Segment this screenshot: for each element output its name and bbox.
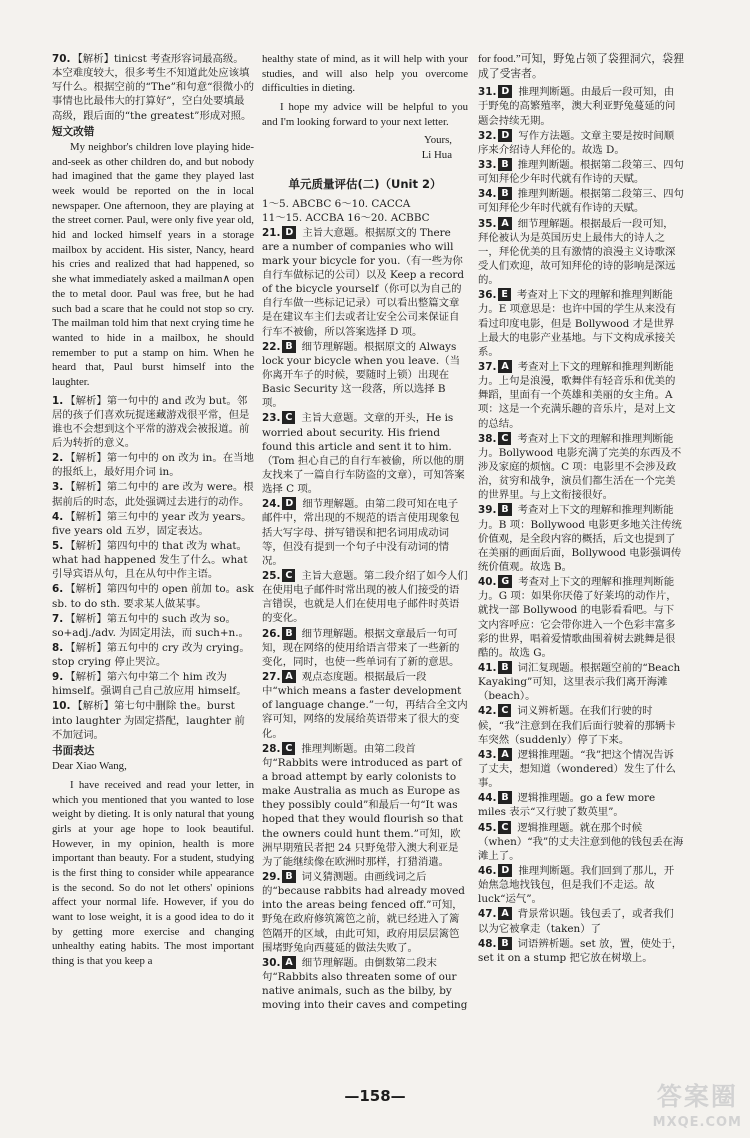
answer-entry <box>478 158 684 186</box>
answer-letter-badge: C <box>498 704 511 717</box>
answer-text: 写作方法题。文章主要是按时间顺序来介绍诗人拜伦的。故选 D。 <box>478 129 675 156</box>
answer-entry <box>52 480 254 508</box>
question-number: 37. <box>478 361 497 374</box>
answer-entry <box>262 569 468 626</box>
question-number: 29. <box>262 870 281 883</box>
question-number: 28. <box>262 742 281 755</box>
paragraph: My neighbor's children love playing hide-and-seek as other children do, and but nobody had imagined that the game they played last week would be reported on the in local newspaper. One afternoon, they are playing at the street corner. Paul, were only five year old, hid and locked himself years in a storage mailbox by accident. His sister, Nancy, heard his cries and realized that had happened, so she what immediately asked a mailman∧ open the to metal door. Paul was free, but he had such bad a scare that he could not stop so cry. The mailman told him that next crying time he wanted to hide in a mailbox, he should remember to put a stamp on him. When he heard that, Paul burst himself into the laughter. <box>52 141 254 388</box>
answer-entry <box>262 497 468 568</box>
answer-text: 考查对上下文的理解和推理判断能力。Bollywood 电影充满了完美的东西及不涉及家庭的烦恼。C 项：电影里不会涉及政治，贫穷和战争，演员们都生活在一个完美的世界里。与上文衔接很好。 <box>478 432 682 502</box>
answer-text: 推理判断题。由最后一段可知，由于野兔的高繁殖率，澳大利亚野兔蔓延的问题会持续无期。 <box>478 86 676 127</box>
answer-letter-badge: A <box>498 217 511 230</box>
answer-entry <box>262 340 468 411</box>
answer-entry <box>262 411 468 496</box>
answer-letter-badge: A <box>498 748 511 761</box>
question-number: 23. <box>262 412 281 425</box>
question-number: 4. <box>52 510 64 523</box>
answer-text: 背景常识题。钱包丢了，或者我们以为它被拿走（taken）了 <box>478 908 674 935</box>
answer-text: 【解析】第四句中的 open 前加 to。ask sb. to do sth. 要求某人做某事。 <box>52 583 254 610</box>
answer-letter-badge: B <box>282 627 295 640</box>
paragraph: Dear Xiao Wang, <box>52 760 127 773</box>
right-column <box>478 52 684 966</box>
answer-text: 【解析】第二句中的 are 改为 were。根据前后的时态，此处强调过去进行的动作。 <box>52 481 254 508</box>
left-column <box>52 52 254 973</box>
answer-entry <box>52 670 254 698</box>
answer-entry <box>52 582 254 610</box>
watermark-logo <box>653 1080 742 1132</box>
answer-text: 词义辨析题。在我们行驶的时候，“我”注意到在我们后面行驶着的那辆卡车突然（suddenly）停了下来。 <box>478 705 676 746</box>
answer-letter-badge: A <box>282 956 295 969</box>
answer-text: 逻辑推理题。go a few more miles 表示“又行驶了数英里”。 <box>478 792 656 819</box>
section-heading: 短文改错 <box>52 125 95 138</box>
answer-text: 逻辑推理题。“我”把这个情况告诉了丈夫，想知道（wondered）发生了什么事。 <box>478 748 676 790</box>
answer-entry <box>478 217 684 288</box>
answer-text: 考查对上下文的理解和推理判断能力。B 项：Bollywood 电影更多地关注传统价值观，是全段内容的概括，后文也提到了在美丽的画面后面，Bollywood 电影强调传统价值观。故选 B。 <box>478 504 682 573</box>
answer-letter-badge: B <box>498 187 511 200</box>
answer-entry <box>478 85 684 127</box>
answer-entry <box>478 937 684 965</box>
answer-text: 词语辨析题。set 放，置，使处于，set it on a stump 把它放在树墩上。 <box>478 937 683 964</box>
answer-letter-badge: D <box>498 864 512 877</box>
answer-entry <box>478 432 684 503</box>
answer-letter-badge: G <box>498 575 512 588</box>
question-number: 25. <box>262 569 281 582</box>
answer-text: 推理判断题。根据第二段第三、四句可知拜伦少年时代就有作诗的天赋。 <box>478 159 684 186</box>
answer-letter-badge: C <box>282 569 295 582</box>
answer-entry <box>478 288 684 359</box>
answer-letter-badge: C <box>282 742 295 755</box>
answer-entry <box>478 575 684 660</box>
question-number: 35. <box>478 217 497 230</box>
watermark-title: 答案圈 <box>656 1082 738 1112</box>
answer-text: 【解析】第三句中的 year 改为 years。five years old 五岁，固定表达。 <box>52 510 252 537</box>
question-number: 41. <box>478 661 497 674</box>
answer-entry <box>478 503 684 574</box>
question-number: 47. <box>478 908 497 921</box>
question-number: 40. <box>478 576 497 589</box>
answer-letter-badge: D <box>498 129 512 142</box>
answer-entry <box>478 129 684 157</box>
answer-letter-badge: D <box>498 85 512 98</box>
answer-entry <box>262 742 468 869</box>
answer-key-row: 11～15. ACCBA 16～20. ACBBC <box>262 212 430 225</box>
question-number: 45. <box>478 821 497 834</box>
question-number: 5. <box>52 539 64 552</box>
question-number: 39. <box>478 504 497 517</box>
answer-text: 主旨大意题。根据原文的 There are a number of companies who will mark your bicycle for you.（有一些为你自行车做标记的公司）以及 Keep a record of the bicycle yourself（你可以为自己的自行车做一些标记记录）可以看出整篇文章是在建议车主们去或者让安全公司来保证自行车不被偷，所以答案选择 D 项。 <box>262 226 465 338</box>
answer-letter-badge: A <box>282 670 295 683</box>
answer-letter-badge: B <box>498 791 511 804</box>
answer-letter-badge: A <box>498 907 511 920</box>
answer-text: 主旨大意题。文章的开头，He is worried about security. His friend found this article and sent it to him.（Tom 担心自己的自行车被偷，所以他的朋友找来了一篇自行车防盗的文章），可知答案选择 C 项。 <box>262 412 465 496</box>
answer-text: 考查对上下文的理解和推理判断能力。上句是浪漫，歌舞伴有轻音乐和优美的舞蹈，里面有一个英雄和美丽的女主角。A 项：这是一个充满乐趣的音乐片，是对上文的总结。 <box>478 361 676 430</box>
answer-letter-badge: B <box>498 661 511 674</box>
answer-text: 细节理解题。根据最后一段可知，拜伦被认为是英国历史上最伟大的诗人之一，拜伦优美的且有激情的浪漫主义诗歌深受人们欢迎，故可知拜伦的诗的影响是深远的。 <box>478 217 676 287</box>
answer-entry <box>478 360 684 431</box>
answer-entry <box>478 661 684 703</box>
answer-letter-badge: A <box>498 360 511 373</box>
answer-entry <box>52 612 254 640</box>
answer-text: 【解析】第四句中的 that 改为 what。what had happened 发生了什么。what 引导宾语从句，且在从句中作主语。 <box>52 539 248 581</box>
answer-text: 细节理解题。由第二段可知在电子邮件中，常出现的不规范的语言使用现象包括大写字母、拼写错误和把名词用成动词等，但没有提到一个句子中没有动词的情况。 <box>262 498 460 567</box>
answer-entry <box>52 394 254 451</box>
section-heading: 书面表达 <box>52 744 95 757</box>
answer-text: 推理判断题。我们回到了那儿，开始焦急地找钱包，但是我们不走运。故 luck“运气”。 <box>478 864 675 906</box>
watermark-url: MXQE.COM <box>652 1115 742 1131</box>
answer-entry <box>52 699 254 741</box>
answer-text: 推理判断题。根据第二段第三、四句可知拜伦少年时代就有作诗的天赋。 <box>478 188 684 215</box>
question-number: 8. <box>52 641 64 654</box>
question-number: 36. <box>478 289 497 302</box>
question-number: 70. <box>52 53 71 65</box>
answer-text: 逻辑推理题。就在那个时候（when）“我”的丈夫注意到他的钱包丢在海滩上了。 <box>478 821 684 862</box>
answer-text: 词汇复现题。根据题空前的“Beach Kayaking”可知，这里表示我们离开海滩（beach）。 <box>478 661 681 703</box>
answer-entry <box>478 748 684 790</box>
answer-text: 主旨大意题。第二段介绍了如今人们在使用电子邮件时常出现的被人们接受的语言错误，也就是人们在使用电子邮件时英语的变化。 <box>262 569 468 625</box>
question-number: 31. <box>478 86 497 99</box>
question-number: 43. <box>478 748 497 761</box>
answer-entry <box>478 864 684 906</box>
answer-entry <box>478 704 684 746</box>
answer-text: 考查对上下文的理解和推理判断能力。G 项：如果你厌倦了好莱坞的动作片，就找一部 Bollywood 的电影看看吧。与下文内容呼应：它会带你进入一个色彩丰富多彩的世界，唱着爱情歌曲围着树去跳舞是很酷的。故选 G。 <box>478 576 677 659</box>
answer-letter-badge: D <box>282 497 296 510</box>
question-number: 3. <box>52 481 64 494</box>
question-number: 32. <box>478 129 497 142</box>
question-number: 9. <box>52 671 64 684</box>
answer-letter-badge: C <box>498 821 511 834</box>
answer-entry <box>478 187 684 215</box>
letter-signoff: Yours, <box>423 134 452 147</box>
answer-text: 【解析】第五句中的 such 改为 so。so+adj./adv. 为固定用法，而 such+n.。 <box>52 612 249 639</box>
answer-text: 观点态度题。根据最后一段中“which means a faster development of language change.”一句，再结合全文内容可知，网络的发展给英语带来了很大的变化。 <box>262 670 468 740</box>
answer-text: 细节理解题。根据原文的 Always lock your bicycle when you leave.（当你离开车子的时候，要随时上锁）出现在 Basic Security 这一段落，所以选择 B 项。 <box>262 340 460 410</box>
answer-text: 推理判断题。由第二段首句“Rabbits were introduced as part of a broad attempt by early colonists to make Australia as much as Europe as they possibly could”和最后一句“It was hoped that they would flourish so that the owners could hunt them.”可知，欧洲早期殖民者把 24 只野兔带入澳大利亚是为了能继续像在欧洲时那样，打猎消遣。 <box>262 742 464 868</box>
answer-entry <box>52 510 254 538</box>
answer-key-row: 1～5. ABCBC 6～10. CACCA <box>262 198 411 211</box>
answer-text: 【解析】第一句中的 on 改为 in。在当地的报纸上，最好用介词 in。 <box>52 452 254 479</box>
answer-entry <box>478 791 684 819</box>
page-number: —158— <box>344 1087 406 1105</box>
answer-text: 【解析】tinicst 考查形容词最高级。本空难度较大，很多考生不知道此处应该填写什么。根据空前的“The”和句意“很微小的事情也比最伟大的打算好”，空白处要填最高级，跟后面的“the greatest”形成对照。 <box>52 53 254 122</box>
question-number: 1. <box>52 394 64 407</box>
question-number: 27. <box>262 670 281 683</box>
answer-text: 【解析】第一句中的 and 改为 but。邻居的孩子们喜欢玩捉迷藏游戏很平常，但是谁也不会想到这个平常的游戏会被报道。前后为转折的意义。 <box>52 394 250 449</box>
answer-entry <box>52 451 254 479</box>
answer-letter-badge: B <box>282 340 295 353</box>
question-number: 44. <box>478 792 497 805</box>
question-number: 21. <box>262 226 281 239</box>
answer-text: 细节理解题。根据文章最后一句可知，现在网络的使用给语言带来了一些新的变化，同时，也使一些单词有了新的意思。 <box>262 627 460 668</box>
question-number: 33. <box>478 159 497 172</box>
unit-title: 单元质量评估(二)（Unit 2） <box>288 176 442 191</box>
answer-text: 【解析】第六句中第二个 him 改为 himself。强调自己自己放应用 himself。 <box>52 671 247 698</box>
question-number: 26. <box>262 627 281 640</box>
question-number: 6. <box>52 583 64 596</box>
answer-entry <box>52 641 254 669</box>
letter-signoff: Li Hua <box>421 149 452 162</box>
question-number: 42. <box>478 705 497 718</box>
answer-entry <box>52 52 254 123</box>
question-number: 38. <box>478 432 497 445</box>
answer-text: 词义猜测题。由画线词之后的“because rabbits had already moved into the areas being fenced off.”可知，野兔在政府修筑篱笆之前，就已经进入了篱笆隔开的区域，由此可知，政府用层层篱笆围堵野兔向西蔓延的做法失败了。 <box>262 870 465 954</box>
paragraph: I have received and read your letter, in which you mentioned that you wanted to lose weight by dieting. It is only natural that young girls at your age hope to look beautiful. However, in my opinion, health is more important than beauty. For a student, studying is the first thing to consider while appearance is the second. So do not let others' opinions affect your normal life. However, if you do want to lose weight, it is a good idea to do it by getting more exercise and changing unhealthy eating habits. The most important thing is that you keep a <box>52 778 254 968</box>
answer-entry <box>262 627 468 669</box>
question-number: 7. <box>52 612 64 625</box>
paragraph: healthy state of mind, as it will help with your studies, and will also help you overcome difficulties in dieting. <box>262 53 468 95</box>
answer-text: 【解析】第五句中的 cry 改为 crying。stop crying 停止哭泣。 <box>52 641 250 669</box>
question-number: 2. <box>52 452 64 465</box>
answer-letter-badge: C <box>282 411 295 424</box>
question-number: 30. <box>262 956 281 969</box>
answer-letter-badge: B <box>282 870 295 883</box>
answer-entry <box>52 539 254 581</box>
answer-letter-badge: E <box>498 288 511 301</box>
answer-entry <box>478 821 684 863</box>
paragraph: I hope my advice will be helpful to you and I'm looking forward to your next letter. <box>262 101 468 128</box>
middle-column <box>262 52 468 1013</box>
answer-letter-badge: B <box>498 937 511 950</box>
question-number: 48. <box>478 937 497 950</box>
answer-entry <box>262 670 468 741</box>
question-number: 34. <box>478 188 497 201</box>
answer-entry <box>262 870 468 955</box>
answer-text: 细节理解题。由倒数第二段末句“Rabbits also threaten some of our native animals, such as the bilby, by moving into their caves and competing <box>262 956 468 1012</box>
question-number: 24. <box>262 498 281 511</box>
paragraph: for food.”可知，野兔占领了袋狸洞穴，袋狸成了受害者。 <box>478 53 684 80</box>
question-number: 22. <box>262 340 281 353</box>
answer-text: 考查对上下文的理解和推理判断能力。E 项意思是：也许中国的学生从来没有看过印度电影，但是 Bollywood 才是世界上最大的电影产业基地。与下文构成承接关系。 <box>478 289 676 358</box>
answer-text: 【解析】第七句中删除 the。burst into laughter 为固定搭配，laughter 前不加冠词。 <box>52 700 245 741</box>
answer-entry <box>262 226 468 339</box>
answer-letter-badge: B <box>498 158 511 171</box>
question-number: 46. <box>478 864 497 877</box>
answer-entry <box>478 907 684 935</box>
answer-letter-badge: D <box>282 226 296 239</box>
answer-entry <box>262 956 468 1013</box>
question-number: 10. <box>52 700 71 713</box>
answer-letter-badge: C <box>498 432 511 445</box>
answer-letter-badge: B <box>498 503 511 516</box>
